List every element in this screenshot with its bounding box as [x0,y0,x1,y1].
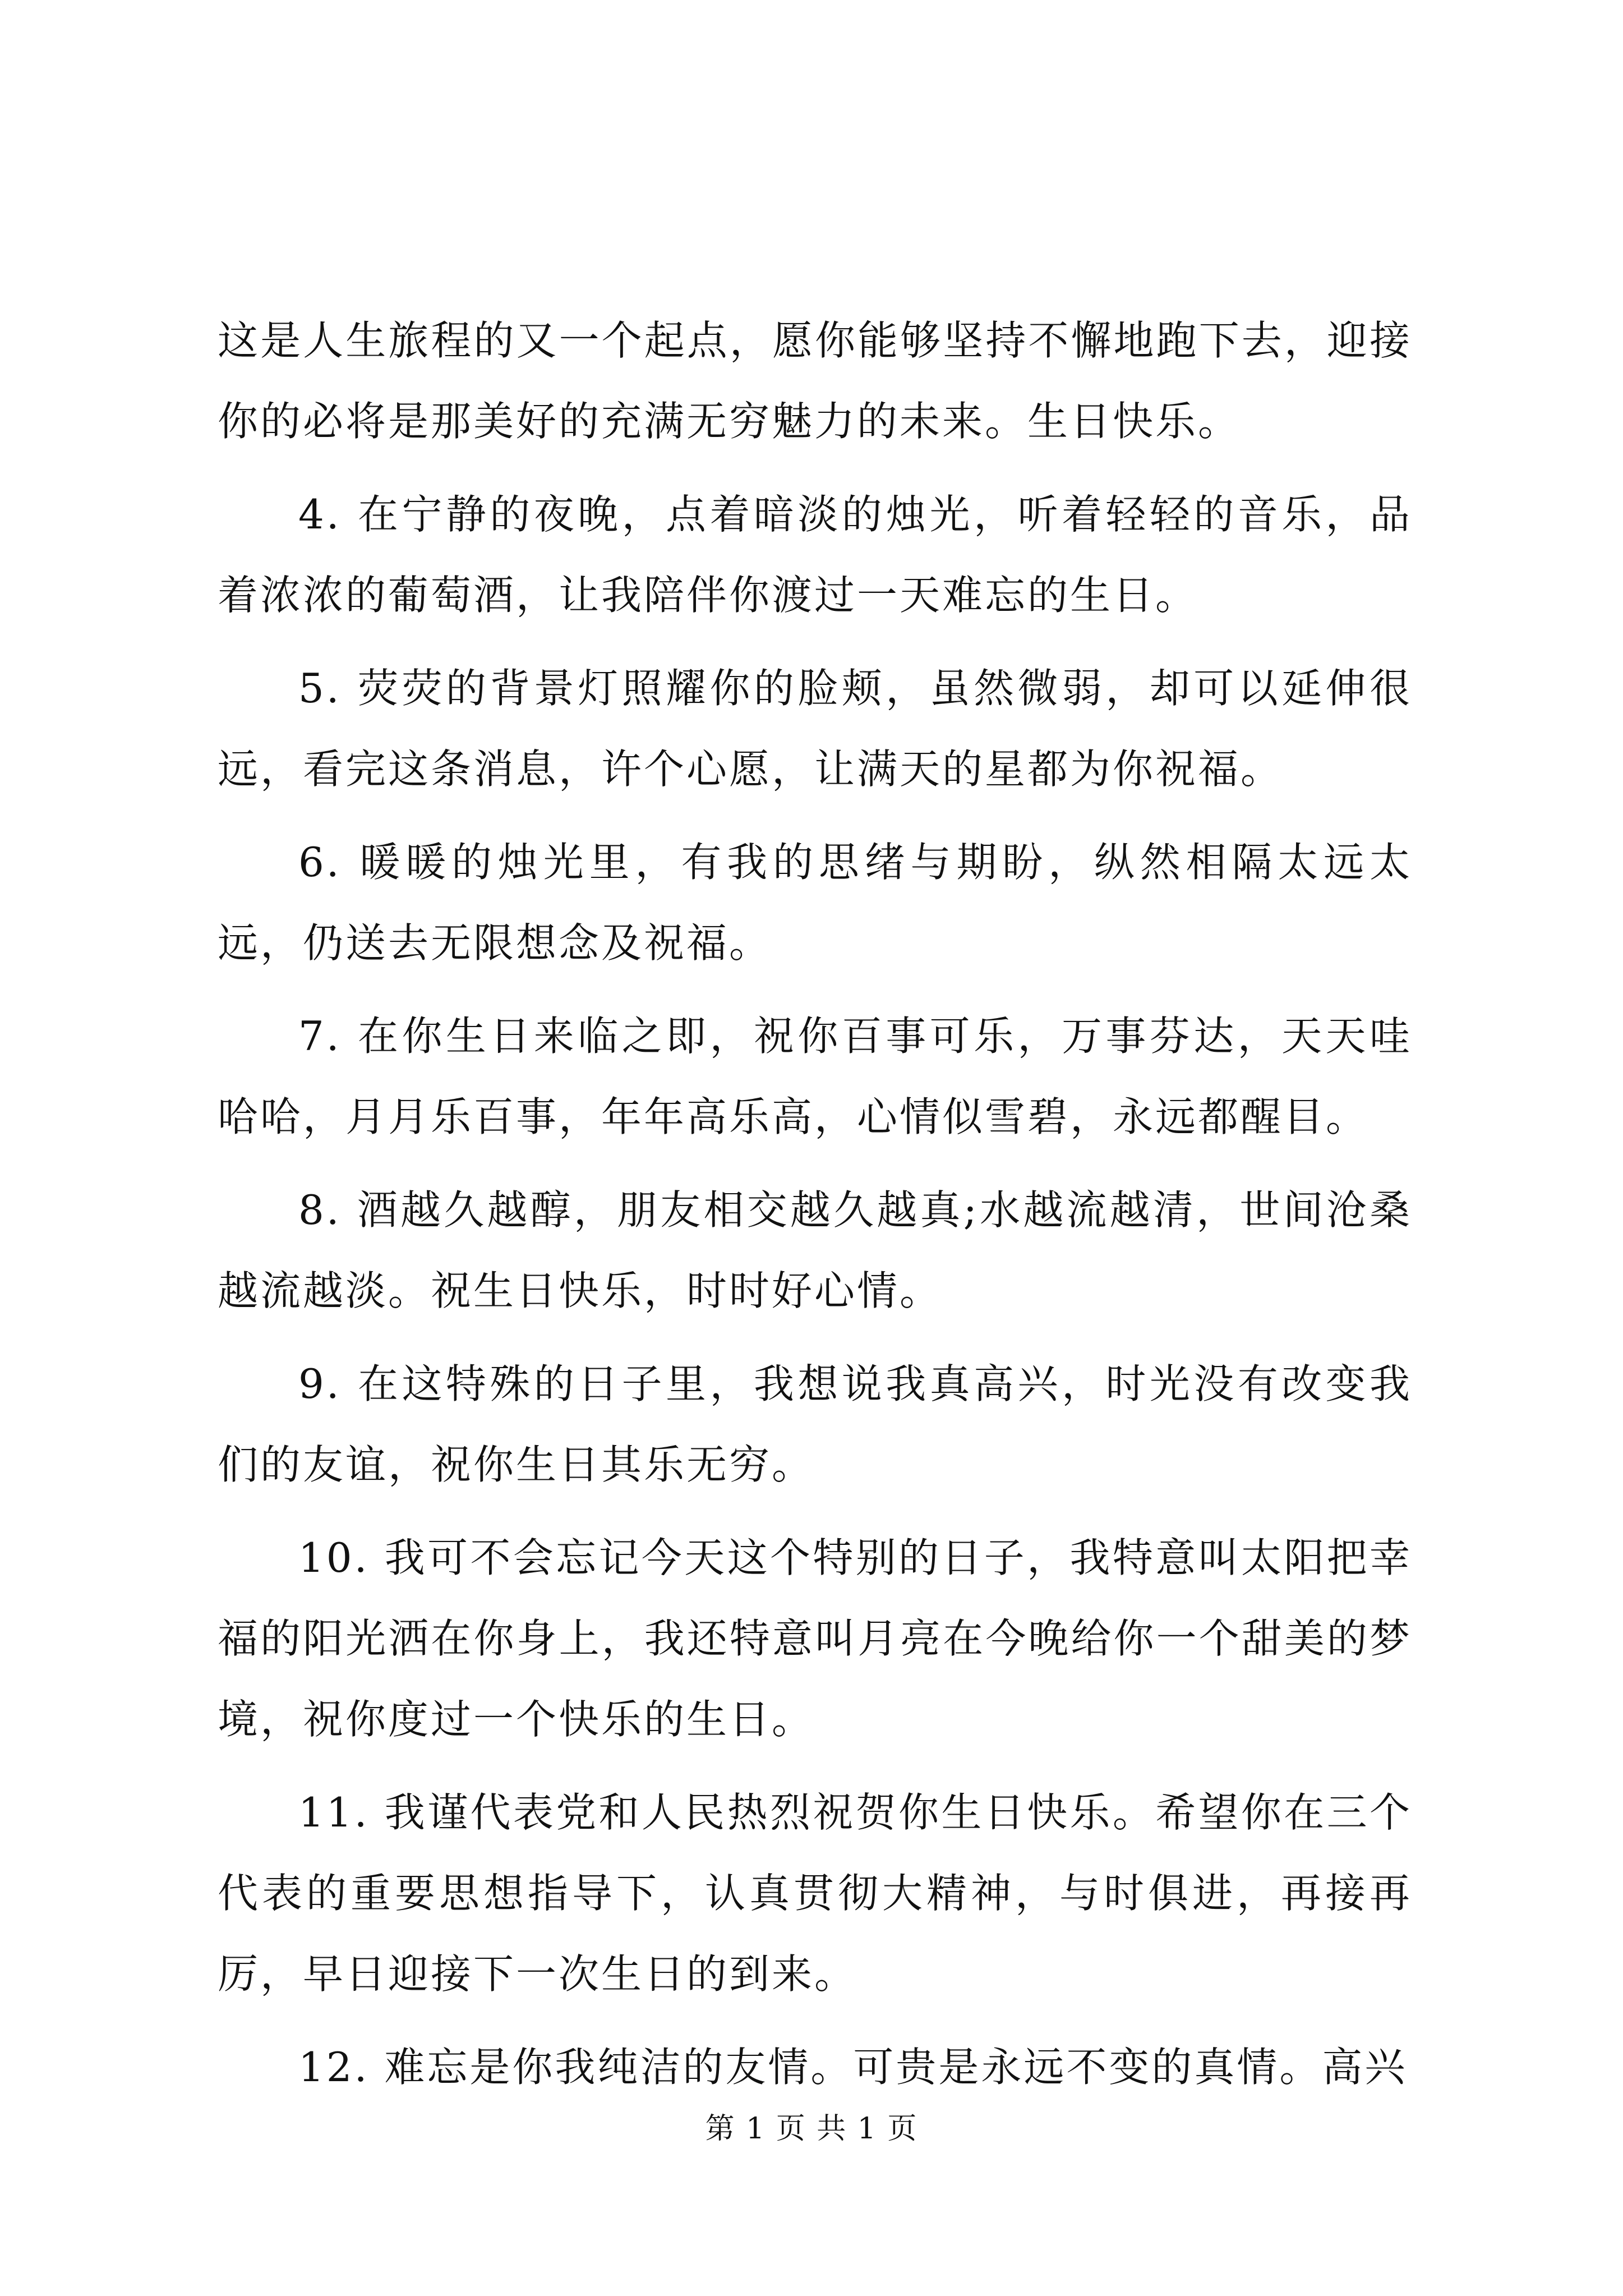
page-footer: 第 1 页 共 1 页 [705,2112,918,2146]
paragraph: 7. 在你生日来临之即，祝你百事可乐，万事芬达，天天哇哈哈，月月乐百事，年年高乐高，心情似雪碧，永远都醒目。 [218,1013,1412,1140]
paragraph: 这是人生旅程的又一个起点，愿你能够坚持不懈地跑下去，迎接你的必将是那美好的充满无穷魅力的未来。生日快乐。 [218,317,1412,445]
document-body [218,300,1412,2120]
paragraph: 12. 难忘是你我纯洁的友情。可贵是永远不变的真情。高兴 [298,2044,1408,2091]
paragraph: 5. 荧荧的背景灯照耀你的脸颊，虽然微弱，却可以延伸很远，看完这条消息，许个心愿，让满天的星都为你祝福。 [218,665,1412,793]
paragraph: 9. 在这特殊的日子里，我想说我真高兴，时光没有改变我们的友谊，祝你生日其乐无穷。 [218,1360,1412,1488]
paragraph: 8. 酒越久越醇，朋友相交越久越真;水越流越清，世间沧桑越流越淡。祝生日快乐，时时好心情。 [218,1186,1412,1314]
paragraph: 4. 在宁静的夜晚，点着暗淡的烛光，听着轻轻的音乐，品着浓浓的葡萄酒，让我陪伴你渡过一天难忘的生日。 [218,491,1412,619]
paragraph: 10. 我可不会忘记今天这个特别的日子，我特意叫太阳把幸福的阳光洒在你身上，我还特意叫月亮在今晚给你一个甜美的梦境，祝你度过一个快乐的生日。 [218,1534,1412,1743]
paragraph: 6. 暖暖的烛光里，有我的思绪与期盼，纵然相隔太远太远，仍送去无限想念及祝福。 [218,839,1412,967]
paragraph: 11. 我谨代表党和人民热烈祝贺你生日快乐。希望你在三个代表的重要思想指导下，认真贯彻大精神，与时俱进，再接再厉，早日迎接下一次生日的到来。 [218,1789,1412,1998]
